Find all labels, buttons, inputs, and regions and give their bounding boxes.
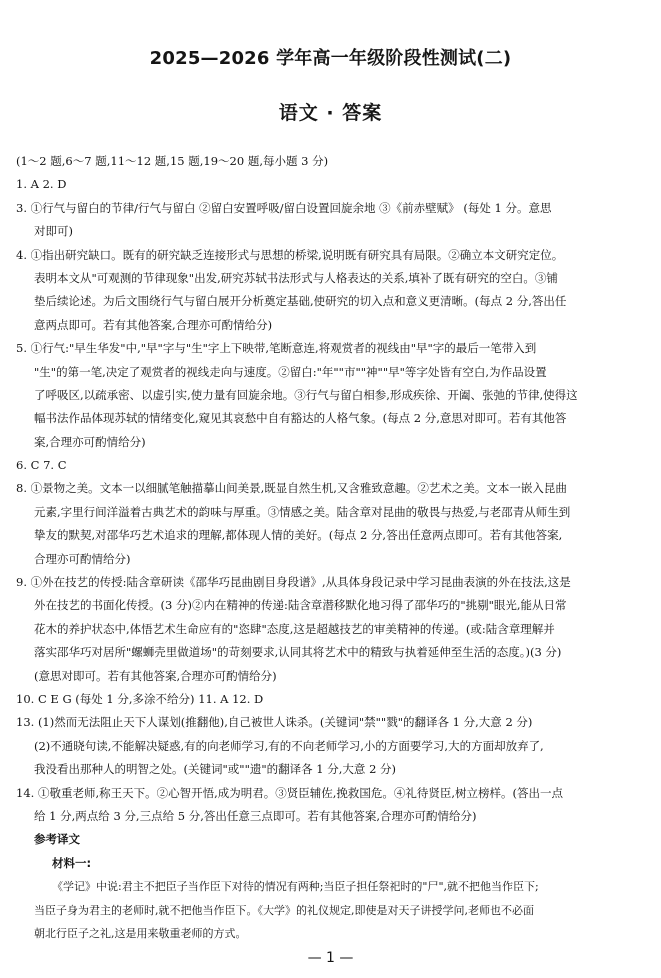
page-subtitle: 语文 · 答案 [278,102,383,124]
text-line: (2)不通晓句读,不能解决疑惑,有的向老师学习,有的不向老师学习,小的方面要学习,大的方面却放弃了, [34,738,544,753]
text-line: 5. ①行气:"早生华发"中,"早"字与"生"字上下映带,笔断意连,将观赏者的视线由"早"字的最后一笔带入到 [16,341,537,356]
text-line: 10. C E G (每处 1 分,多涂不给分) 11. A 12. D [16,691,264,706]
text-line: 13. (1)然而无法阻止天下人谋划(推翻他),自己被世人诛杀。(关键词"禁""戮"的翻译各 1 分,大意 2 分) [16,715,533,730]
text-line: 3. ①行气与留白的节律/行气与留白 ②留白安置呼吸/留白设置回旋余地 ③《前赤壁赋》 (每处 1 分。意思 [16,200,552,215]
text-line: 意两点即可。若有其他答案,合理亦可酌情给分) [34,317,273,332]
text-line: (1～2 题,6～7 题,11～12 题,15 题,19～20 题,每小题 3 分) [16,154,329,168]
text-line: 挚友的默契,对邵华巧艺术追求的理解,都体现人情的美好。(每点 2 分,答出任意两点即可。若有其他答案, [34,528,563,543]
text-line: 材料一: [52,855,92,870]
text-line: "生"的第一笔,决定了观赏者的视线走向与速度。②留白:"年""市""神""早"等字处皆有空白,为作品设置 [34,364,547,379]
page-title: 2025—2026 学年高一年级阶段性测试(二) [149,48,512,69]
text-line: 表明本文从"可观测的节律现象"出发,研究苏轼书法形式与人格表达的关系,填补了既有研究的空白。③铺 [34,270,558,285]
text-line: 花木的养护状态中,体悟艺术生命应有的"恣肆"态度,这是超越技艺的审美精神的传递。(或:陆含章理解并 [34,621,555,636]
text-line: 1. A 2. D [16,177,67,192]
text-line: 案,合理亦可酌情给分) [34,434,146,449]
text-line: 外在技艺的书面化传授。(3 分)②内在精神的传递:陆含章潜移默化地习得了邵华巧的"挑剔"眼光,能从日常 [34,598,567,613]
text-line: 幅书法作品体现苏轼的情绪变化,窥见其哀愁中自有豁达的人格气象。(每点 2 分,意思对即可。若有其他答 [34,411,567,426]
text-line: 元素,字里行间洋溢着古典艺术的韵味与厚重。③情感之美。陆含章对昆曲的敬畏与热爱,与老邵青从师生到 [34,504,571,519]
text-line: 9. ①外在技艺的传授:陆含章研读《邵华巧昆曲剧目身段谱》,从具体身段记录中学习昆曲表演的外在技法,这是 [16,575,571,590]
text-line: 《学记》中说:君主不把臣子当作臣下对待的情况有两种;当臣子担任祭祀时的"尸",就不把他当作臣下; [52,880,539,894]
text-line: 14. ①敬重老师,称王天下。②心智开悟,成为明君。③贤臣辅佐,挽救国危。④礼待贤臣,树立榜样。(答出一点 [16,785,564,800]
text-line: 参考译文 [34,832,80,847]
text-line: (意思对即可。若有其他答案,合理亦可酌情给分) [34,668,277,683]
page-number: — 1 — [307,950,354,966]
text-line: 垫后续论述。为后文围绕行气与留白展开分析奠定基础,使研究的切入点和意义更清晰。(每点 2 分,答出任 [34,294,567,309]
text-line: 8. ①景物之美。文本一以细腻笔触描摹山间美景,既显自然生机,又含雅致意趣。②艺术之美。文本一嵌入昆曲 [16,481,567,496]
text-line: 朝北行臣子之礼,这是用来敬重老师的方式。 [34,926,247,940]
text-line: 我没看出那种人的明智之处。(关键词"或""遗"的翻译各 1 分,大意 2 分) [34,762,397,777]
text-line: 当臣子身为君主的老师时,就不把他当作臣下。《大学》的礼仪规定,即使是对天子讲授学问,老师也不必面 [34,903,534,917]
text-line: 6. C 7. C [16,458,67,473]
text-line: 给 1 分,两点给 3 分,三点给 5 分,答出任意三点即可。若有其他答案,合理亦可酌情给分) [34,808,477,823]
text-line: 4. ①指出研究缺口。既有的研究缺乏连接形式与思想的桥梁,说明既有研究具有局限。②确立本文研究定位。 [16,247,564,262]
text-line: 落实邵华巧对居所"螺蛳壳里做道场"的苛刻要求,认同其将艺术中的精致与执着延伸至生活的态度。)(3 分) [34,645,562,660]
text-line: 了呼吸区,以疏承密、以虚引实,使力量有回旋余地。③行气与留白相参,形成疾徐、开阖、张弛的节律,使得这 [34,387,578,402]
text-line: 对即可) [34,224,73,239]
text-line: 合理亦可酌情给分) [34,551,131,566]
answer-body [16,150,648,945]
